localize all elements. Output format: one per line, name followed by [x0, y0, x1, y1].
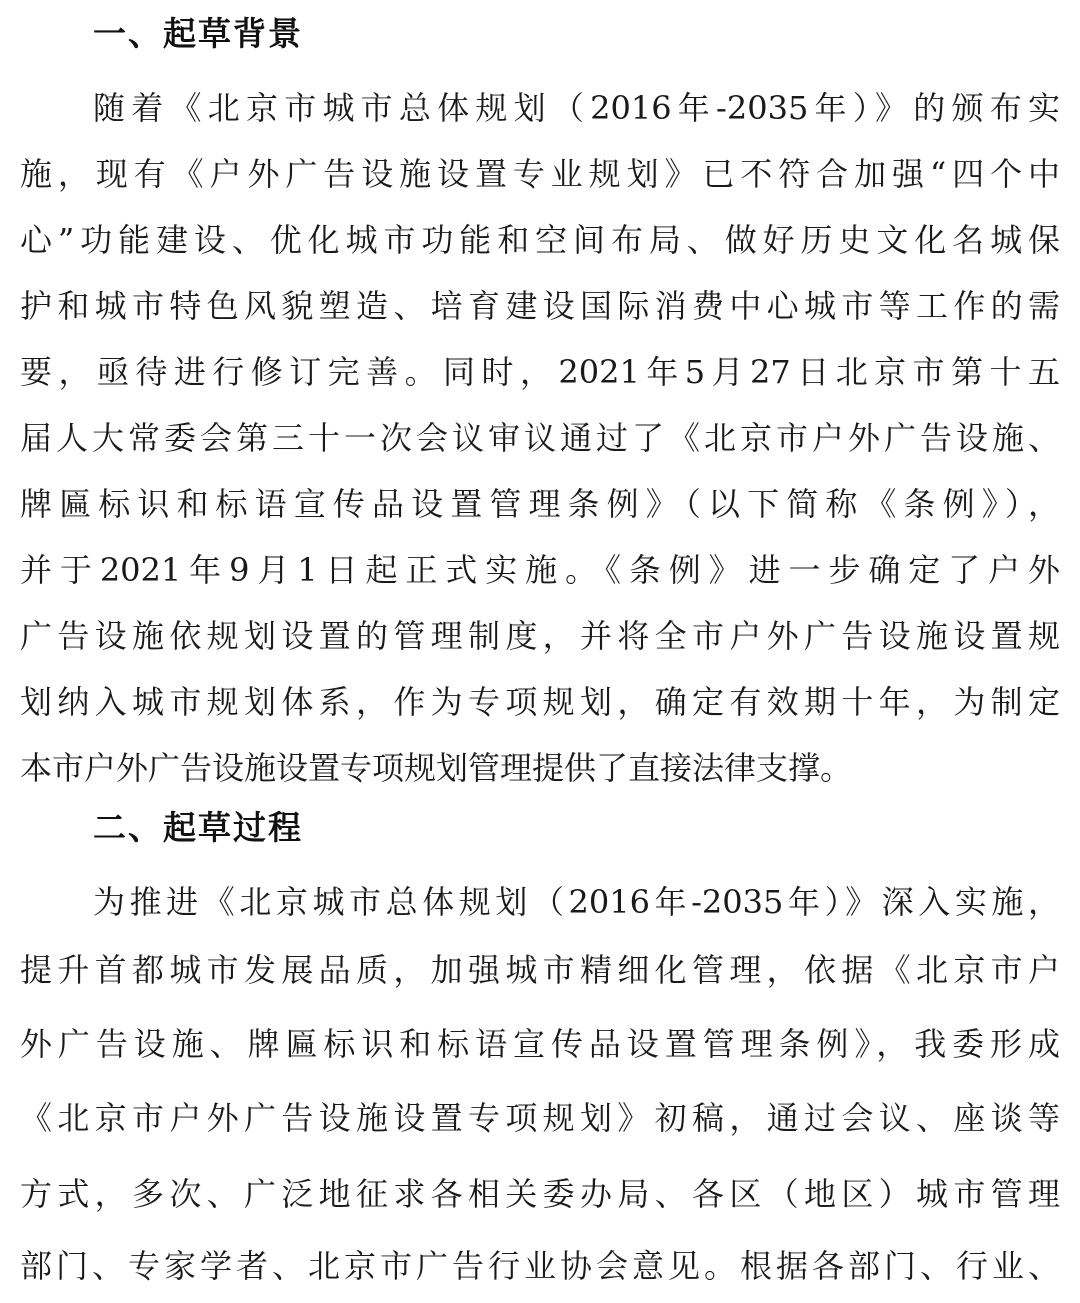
paragraph-line: 要，亟待进行修订完善。同时，2021年5月27日北京市第十五 [20, 353, 1060, 391]
paragraph-line: 广告设施依规划设置的管理制度，并将全市户外广告设施设置规 [20, 617, 1060, 655]
paragraph-line: 划纳入城市规划体系，作为专项规划，确定有效期十年，为制定 [20, 683, 1060, 721]
paragraph-line: 部门、专家学者、北京市广告行业协会意见。根据各部门、行业、 [20, 1247, 1060, 1285]
paragraph-line: 《北京市户外广告设施设置专项规划》初稿，通过会议、座谈等 [20, 1099, 1060, 1137]
paragraph-line: 本市户外广告设施设置专项规划管理提供了直接法律支撑。 [20, 749, 853, 787]
section-heading-process: 二、起草过程 [93, 808, 303, 847]
paragraph-line: 施，现有《户外广告设施设置专业规划》已不符合加强“四个中 [20, 155, 1060, 193]
section-heading-background: 一、起草背景 [93, 14, 303, 53]
paragraph-line: 并于2021年9月1日起正式实施。《条例》进一步确定了户外 [20, 551, 1060, 589]
paragraph-line: 牌匾标识和标语宣传品设置管理条例》（以下简称《条例》）， [20, 485, 1060, 523]
paragraph-line: 外广告设施、牌匾标识和标语宣传品设置管理条例》，我委形成 [20, 1025, 1060, 1063]
paragraph-line: 提升首都城市发展品质，加强城市精细化管理，依据《北京市户 [20, 951, 1060, 989]
paragraph-line: 为推进《北京城市总体规划（2016年-2035年）》深入实施， [93, 883, 1060, 921]
paragraph-line: 心”功能建设、优化城市功能和空间布局、做好历史文化名城保 [20, 221, 1060, 259]
paragraph-line: 护和城市特色风貌塑造、培育建设国际消费中心城市等工作的需 [20, 287, 1060, 325]
paragraph-line: 届人大常委会第三十一次会议审议通过了《北京市户外广告设施、 [20, 419, 1060, 457]
paragraph-line: 随着《北京市城市总体规划（2016年-2035年）》的颁布实 [93, 89, 1060, 127]
paragraph-line: 方式，多次、广泛地征求各相关委办局、各区（地区）城市管理 [20, 1175, 1060, 1213]
